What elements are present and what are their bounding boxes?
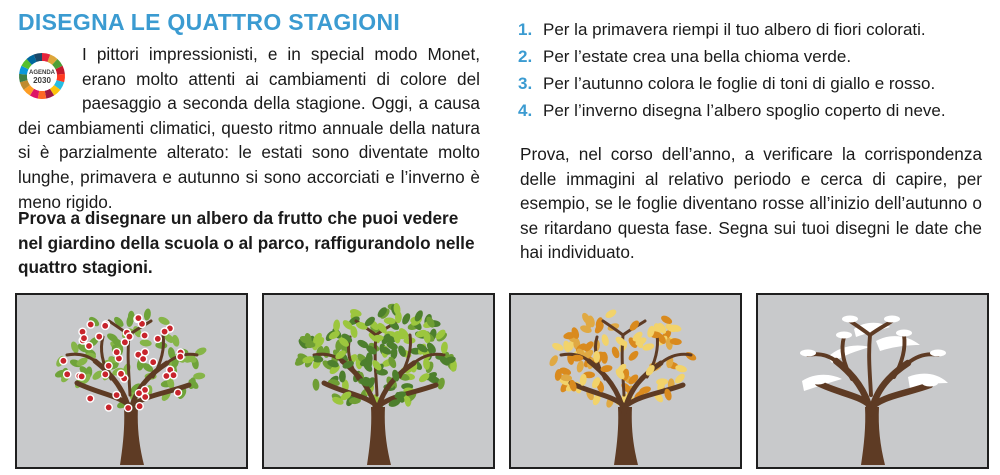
spring-flower	[170, 372, 177, 379]
snow-cap	[896, 330, 912, 337]
logo-text-agenda: AGENDA	[28, 70, 56, 76]
spring-flower	[113, 392, 120, 399]
step-text: Per l’inverno disegna l’albero spoglio coperto di neve.	[543, 101, 946, 120]
verify-paragraph: Prova, nel corso dell’anno, a verificare la corrispondenza delle immagini al relativo periodo e cerca di capire, per esempio, se le foglie diventano rosse all’inizio dell’autunno o se ritardano questa fase. Segna sui tuoi disegni le date che hai individuato.	[520, 144, 982, 263]
snow-patch	[876, 336, 920, 351]
autumn-leaf	[576, 360, 585, 373]
autumn-leaf	[593, 351, 600, 363]
summer-panel	[262, 293, 495, 469]
summer-tree-illustration	[264, 295, 493, 467]
spring-flower	[163, 372, 170, 379]
task-paragraph: Prova a disegnare un albero da frutto che puoi vedere nel giardino della scuola o al parco, raffigurandolo nelle quattro stagioni.	[18, 208, 475, 278]
snow-cap	[930, 350, 946, 357]
logo-text-year: 2030	[33, 76, 51, 85]
spring-flower	[87, 395, 94, 402]
spring-tree-illustration	[17, 295, 246, 467]
step-summer	[518, 43, 946, 70]
snow-cap	[842, 316, 858, 323]
spring-flower	[161, 328, 168, 335]
spring-panel	[15, 293, 248, 469]
winter-tree-illustration	[758, 295, 987, 467]
step-number: 3.	[518, 74, 533, 93]
spring-leaf	[128, 311, 135, 323]
step-number: 1.	[518, 20, 533, 39]
autumn-panel	[509, 293, 742, 469]
spring-flower	[105, 362, 112, 369]
autumn-leaf	[600, 333, 610, 346]
spring-flower	[121, 339, 128, 346]
autumn-leaf	[604, 308, 618, 320]
spring-flower	[135, 390, 142, 397]
step-text: Per la primavera riempi il tuo albero di fiori colorati.	[543, 20, 926, 39]
snow-cap	[884, 316, 900, 323]
snow-cap	[800, 350, 816, 357]
spring-flower	[177, 353, 184, 360]
snow-cap	[922, 380, 938, 387]
tree-trunk-shape	[367, 407, 391, 465]
snow-cap	[836, 332, 852, 339]
spring-flower	[64, 371, 71, 378]
spring-flower	[105, 404, 112, 411]
tree-branch	[842, 337, 852, 379]
spring-flower	[60, 357, 67, 364]
season-steps-list	[518, 16, 946, 124]
intro-text: I pittori impressionisti, e in special modo Monet, erano molto attenti ai cambiamenti di colore del paesaggio a seconda della stagione. Oggi, a causa dei cambiamenti climatici, questo ritmo annuale della natura si è parzialmente alterato: le estati sono diventate molto lunghe, primavera e autunno si sono accorciati e l’inverno è meno rigido.	[18, 44, 480, 212]
spring-flower	[78, 373, 85, 380]
step-spring	[518, 16, 946, 43]
spring-flower	[85, 342, 92, 349]
spring-flower	[102, 322, 109, 329]
step-number: 4.	[518, 101, 533, 120]
tree-branch	[661, 354, 691, 363]
step-number: 2.	[518, 47, 533, 66]
spring-flower	[80, 335, 87, 342]
step-winter	[518, 97, 946, 124]
spring-flower	[141, 332, 148, 339]
spring-flower	[135, 315, 142, 322]
spring-flower	[140, 355, 147, 362]
spring-flower	[154, 335, 161, 342]
spring-flower	[125, 404, 132, 411]
autumn-leaf	[551, 341, 565, 352]
winter-trunk	[808, 321, 938, 465]
tree-trunk-shape	[614, 407, 638, 465]
spring-leaf	[143, 308, 151, 321]
winter-panel	[756, 293, 989, 469]
summer-leaf	[312, 378, 320, 390]
summer-leaf	[401, 312, 412, 326]
tree-branch	[603, 321, 623, 335]
tree-branch	[869, 335, 871, 395]
autumn-leaf	[627, 349, 640, 362]
spring-flower	[136, 403, 143, 410]
spring-leaf	[171, 334, 181, 347]
spring-leaf	[139, 339, 152, 347]
snow-cap	[810, 378, 826, 385]
step-text: Per l’autunno colora le foglie di toni di giallo e rosso.	[543, 74, 936, 93]
spring-flower	[87, 321, 94, 328]
spring-flower	[96, 333, 103, 340]
intro-paragraph	[18, 42, 480, 214]
spring-flower	[113, 349, 120, 356]
autumn-leaf	[656, 378, 668, 385]
spring-flower	[141, 349, 148, 356]
spring-flower	[117, 370, 124, 377]
spring-flower	[174, 389, 181, 396]
tree-trunk-shape	[861, 407, 885, 465]
step-autumn	[518, 70, 946, 97]
tree-trunk-shape	[120, 407, 144, 465]
autumn-leaf	[548, 354, 560, 368]
page-title: DISEGNA LE QUATTRO STAGIONI	[18, 9, 401, 35]
step-text: Per l’estate crea una bella chioma verde.	[543, 47, 852, 66]
autumn-tree-illustration	[511, 295, 740, 467]
spring-flower	[102, 371, 109, 378]
spring-flower	[150, 359, 157, 366]
